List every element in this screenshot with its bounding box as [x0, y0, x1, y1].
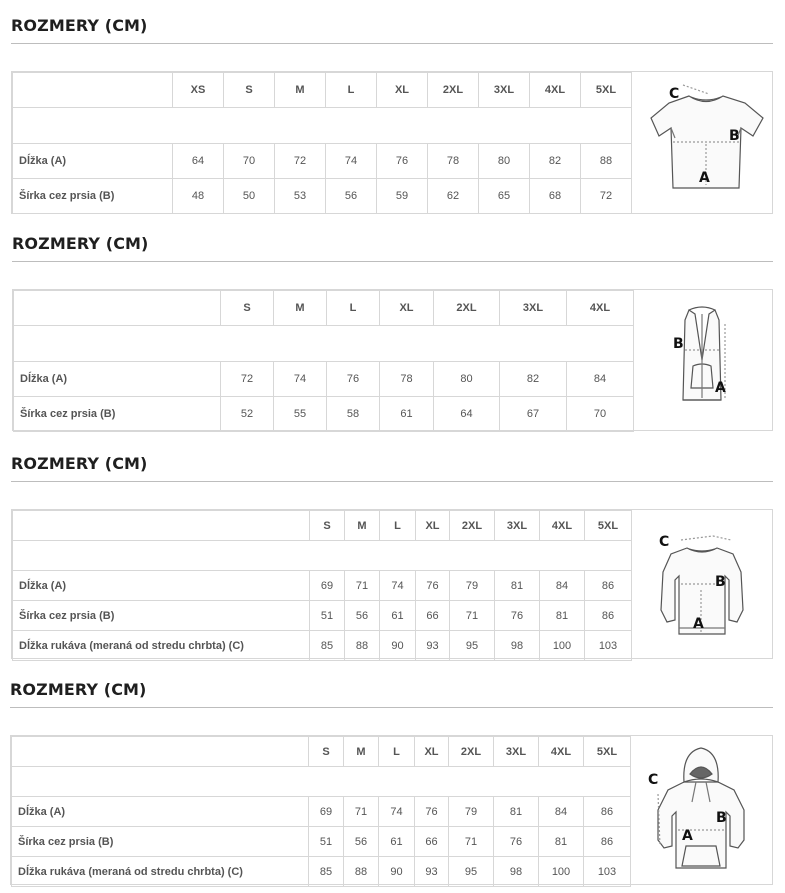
table-row — [12, 797, 631, 827]
measurement-value: 86 — [585, 601, 632, 631]
size-header-cell: XL — [416, 511, 450, 541]
size-illustration — [630, 736, 772, 884]
spacer-row — [13, 108, 632, 144]
table-row — [12, 857, 631, 887]
measurement-value: 78 — [428, 144, 479, 179]
size-chart-frame — [10, 735, 773, 885]
size-chart-frame — [11, 71, 773, 214]
measurement-value: 82 — [530, 144, 581, 179]
size-header-cell: 3XL — [494, 737, 539, 767]
size-header-row — [13, 511, 632, 541]
measurement-value: 81 — [539, 827, 584, 857]
measurement-value: 67 — [500, 397, 567, 432]
measurement-value: 55 — [274, 397, 327, 432]
size-header-cell: L — [380, 511, 416, 541]
size-table — [12, 510, 632, 661]
measurement-value: 76 — [377, 144, 428, 179]
measurement-value: 56 — [326, 179, 377, 214]
size-header-cell: 2XL — [434, 291, 500, 326]
size-header-cell: 5XL — [585, 511, 632, 541]
measurement-value: 69 — [309, 797, 344, 827]
measurement-value: 80 — [479, 144, 530, 179]
size-header-cell: S — [224, 73, 275, 108]
measurement-value: 103 — [584, 857, 631, 887]
section-title: ROZMERY (CM) — [12, 234, 149, 253]
section-title: ROZMERY (CM) — [10, 680, 147, 699]
mark-b: B — [716, 810, 727, 826]
measurement-value: 76 — [327, 362, 380, 397]
header-corner-cell — [13, 73, 173, 108]
measurement-label: Šírka cez prsia (B) — [13, 179, 173, 214]
measurement-value: 93 — [416, 631, 450, 661]
measurement-value: 64 — [434, 397, 500, 432]
measurement-value: 95 — [449, 857, 494, 887]
measurement-label: Dĺžka rukáva (meraná od stredu chrbta) (C) — [13, 631, 310, 661]
section-title: ROZMERY (CM) — [11, 454, 148, 473]
size-header-cell: M — [274, 291, 327, 326]
size-illustration — [631, 510, 772, 658]
size-header-cell: 3XL — [500, 291, 567, 326]
mark-c: C — [648, 772, 659, 788]
size-table — [11, 736, 631, 887]
measurement-value: 65 — [479, 179, 530, 214]
size-header-row — [14, 291, 634, 326]
size-header-cell: S — [310, 511, 345, 541]
measurement-value: 59 — [377, 179, 428, 214]
sweatshirt-icon — [631, 510, 772, 658]
measurement-value: 88 — [344, 857, 379, 887]
measurement-value: 84 — [539, 797, 584, 827]
spacer-row — [14, 326, 634, 362]
measurement-value: 100 — [540, 631, 585, 661]
size-header-cell: L — [327, 291, 380, 326]
measurement-value: 98 — [494, 857, 539, 887]
measurement-value: 74 — [274, 362, 327, 397]
size-header-cell: L — [379, 737, 415, 767]
measurement-value: 58 — [327, 397, 380, 432]
table-row — [13, 144, 632, 179]
measurement-value: 90 — [380, 631, 416, 661]
mark-c: C — [659, 534, 670, 550]
measurement-value: 78 — [380, 362, 434, 397]
measurement-value: 74 — [326, 144, 377, 179]
spacer-cell — [13, 108, 632, 144]
size-header-cell: 5XL — [584, 737, 631, 767]
measurement-value: 103 — [585, 631, 632, 661]
size-header-cell: 2XL — [449, 737, 494, 767]
mark-a: A — [693, 616, 704, 632]
measurement-value: 72 — [275, 144, 326, 179]
measurement-value: 100 — [539, 857, 584, 887]
measurement-value: 71 — [345, 571, 380, 601]
measurement-value: 61 — [380, 397, 434, 432]
size-header-row — [13, 73, 632, 108]
size-header-cell: 4XL — [567, 291, 634, 326]
size-illustration — [633, 290, 772, 430]
measurement-value: 70 — [224, 144, 275, 179]
spacer-cell — [12, 767, 631, 797]
table-row — [13, 631, 632, 661]
spacer-row — [13, 541, 632, 571]
size-header-cell: 4XL — [540, 511, 585, 541]
size-header-cell: M — [344, 737, 379, 767]
table-row — [14, 397, 634, 432]
measurement-value: 86 — [584, 827, 631, 857]
size-header-cell: XL — [377, 73, 428, 108]
measurement-label: Dĺžka (A) — [13, 144, 173, 179]
measurement-label: Šírka cez prsia (B) — [14, 397, 221, 432]
measurement-value: 90 — [379, 857, 415, 887]
measurement-value: 85 — [310, 631, 345, 661]
measurement-value: 72 — [221, 362, 274, 397]
table-row — [12, 827, 631, 857]
measurement-value: 79 — [449, 797, 494, 827]
measurement-value: 76 — [494, 827, 539, 857]
measurement-value: 81 — [495, 571, 540, 601]
size-header-row — [12, 737, 631, 767]
size-chart-frame — [11, 509, 773, 659]
measurement-value: 51 — [310, 601, 345, 631]
measurement-value: 71 — [449, 827, 494, 857]
measurement-label: Dĺžka rukáva (meraná od stredu chrbta) (C) — [12, 857, 309, 887]
title-divider — [11, 43, 773, 44]
size-header-cell: 2XL — [450, 511, 495, 541]
mark-c: C — [669, 86, 680, 102]
measurement-label: Dĺžka (A) — [14, 362, 221, 397]
measurement-value: 81 — [540, 601, 585, 631]
size-header-cell: M — [275, 73, 326, 108]
title-divider — [11, 481, 773, 482]
tshirt-icon — [631, 72, 773, 213]
measurement-value: 53 — [275, 179, 326, 214]
measurement-value: 71 — [344, 797, 379, 827]
measurement-value: 88 — [581, 144, 632, 179]
measurement-value: 61 — [380, 601, 416, 631]
spacer-row — [12, 767, 631, 797]
size-table — [13, 290, 634, 432]
header-corner-cell — [14, 291, 221, 326]
measurement-value: 76 — [415, 797, 449, 827]
measurement-value: 71 — [450, 601, 495, 631]
measurement-value: 62 — [428, 179, 479, 214]
measurement-value: 80 — [434, 362, 500, 397]
section-title: ROZMERY (CM) — [11, 16, 148, 35]
size-header-cell: 3XL — [495, 511, 540, 541]
mark-a: A — [715, 380, 726, 396]
spacer-cell — [13, 541, 632, 571]
mark-a: A — [699, 170, 710, 186]
measurement-value: 52 — [221, 397, 274, 432]
measurement-value: 93 — [415, 857, 449, 887]
measurement-value: 82 — [500, 362, 567, 397]
title-divider — [10, 707, 773, 708]
size-header-cell: 4XL — [539, 737, 584, 767]
table-row — [13, 179, 632, 214]
spacer-cell — [14, 326, 634, 362]
measurement-value: 84 — [567, 362, 634, 397]
table-row — [13, 571, 632, 601]
measurement-value: 64 — [173, 144, 224, 179]
measurement-value: 88 — [345, 631, 380, 661]
measurement-value: 70 — [567, 397, 634, 432]
size-header-cell: 5XL — [581, 73, 632, 108]
measurement-value: 68 — [530, 179, 581, 214]
size-header-cell: XS — [173, 73, 224, 108]
measurement-value: 98 — [495, 631, 540, 661]
measurement-value: 66 — [416, 601, 450, 631]
measurement-value: 86 — [585, 571, 632, 601]
measurement-value: 56 — [344, 827, 379, 857]
measurement-label: Šírka cez prsia (B) — [13, 601, 310, 631]
measurement-label: Dĺžka (A) — [12, 797, 309, 827]
measurement-value: 86 — [584, 797, 631, 827]
measurement-value: 69 — [310, 571, 345, 601]
measurement-value: 76 — [416, 571, 450, 601]
measurement-value: 72 — [581, 179, 632, 214]
header-corner-cell — [12, 737, 309, 767]
size-header-cell: 3XL — [479, 73, 530, 108]
size-header-cell: L — [326, 73, 377, 108]
measurement-value: 84 — [540, 571, 585, 601]
size-header-cell: XL — [380, 291, 434, 326]
hoodie-icon — [630, 736, 772, 884]
mark-b: B — [715, 574, 726, 590]
table-row — [13, 601, 632, 631]
measurement-value: 74 — [379, 797, 415, 827]
measurement-value: 51 — [309, 827, 344, 857]
size-chart-frame — [12, 289, 773, 431]
vest-icon — [633, 290, 772, 430]
measurement-value: 61 — [379, 827, 415, 857]
size-header-cell: 2XL — [428, 73, 479, 108]
measurement-value: 81 — [494, 797, 539, 827]
measurement-value: 95 — [450, 631, 495, 661]
measurement-value: 85 — [309, 857, 344, 887]
measurement-label: Dĺžka (A) — [13, 571, 310, 601]
size-illustration — [631, 72, 773, 213]
measurement-value: 79 — [450, 571, 495, 601]
mark-b: B — [729, 128, 740, 144]
measurement-label: Šírka cez prsia (B) — [12, 827, 309, 857]
title-divider — [12, 261, 773, 262]
size-header-cell: S — [221, 291, 274, 326]
measurement-value: 76 — [495, 601, 540, 631]
mark-a: A — [682, 828, 693, 844]
size-table — [12, 72, 632, 214]
measurement-value: 74 — [380, 571, 416, 601]
size-header-cell: XL — [415, 737, 449, 767]
measurement-value: 50 — [224, 179, 275, 214]
header-corner-cell — [13, 511, 310, 541]
size-header-cell: S — [309, 737, 344, 767]
measurement-value: 56 — [345, 601, 380, 631]
table-row — [14, 362, 634, 397]
size-header-cell: M — [345, 511, 380, 541]
size-header-cell: 4XL — [530, 73, 581, 108]
measurement-value: 66 — [415, 827, 449, 857]
measurement-value: 48 — [173, 179, 224, 214]
mark-b: B — [673, 336, 684, 352]
